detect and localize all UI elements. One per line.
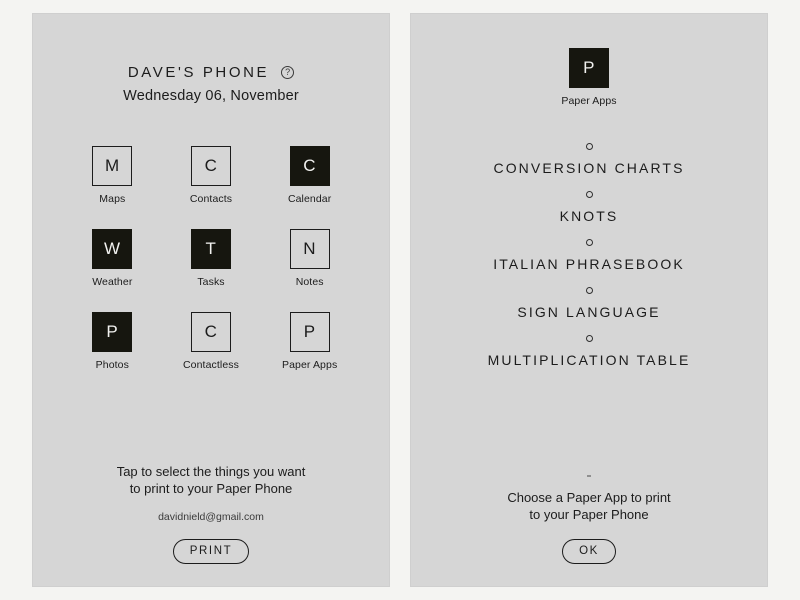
app-icon-maps[interactable]: M bbox=[92, 146, 132, 186]
app-label: Contacts bbox=[189, 193, 233, 205]
print-hint-line-2: to print to your Paper Phone bbox=[129, 481, 293, 496]
app-item-photos[interactable] bbox=[63, 312, 162, 371]
radio-circle-icon[interactable] bbox=[586, 287, 593, 294]
app-item-tasks[interactable] bbox=[162, 229, 261, 288]
app-item-maps[interactable] bbox=[63, 146, 162, 205]
app-grid bbox=[63, 146, 359, 371]
app-label: Photos bbox=[95, 359, 129, 371]
phone-header bbox=[33, 14, 389, 104]
list-item-italian-phrasebook[interactable] bbox=[411, 239, 767, 272]
right-footer bbox=[411, 475, 767, 564]
app-item-calendar[interactable] bbox=[260, 146, 359, 205]
list-item-label: CONVERSION CHARTS bbox=[493, 160, 685, 176]
app-icon-weather[interactable]: W bbox=[92, 229, 132, 269]
paper-apps-header-label: Paper Apps bbox=[561, 95, 617, 107]
app-item-notes[interactable] bbox=[260, 229, 359, 288]
question-mark-icon[interactable]: ? bbox=[281, 66, 294, 79]
print-hint bbox=[33, 463, 389, 497]
paper-apps-panel bbox=[411, 14, 767, 586]
app-icon-contactless[interactable]: C bbox=[191, 312, 231, 352]
list-item-conversion-charts[interactable] bbox=[411, 143, 767, 176]
paper-apps-header bbox=[411, 14, 767, 107]
phone-screen-panel bbox=[33, 14, 389, 586]
app-icon-photos[interactable]: P bbox=[92, 312, 132, 352]
app-item-contactless[interactable] bbox=[162, 312, 261, 371]
app-label: Weather bbox=[92, 276, 133, 288]
app-label: Notes bbox=[295, 276, 324, 288]
app-icon-paper-apps[interactable]: P bbox=[290, 312, 330, 352]
app-item-paper-apps[interactable] bbox=[260, 312, 359, 371]
app-item-weather[interactable] bbox=[63, 229, 162, 288]
list-item-sign-language[interactable] bbox=[411, 287, 767, 320]
app-icon-calendar[interactable]: C bbox=[290, 146, 330, 186]
radio-circle-icon[interactable] bbox=[586, 239, 593, 246]
app-icon-tasks[interactable]: T bbox=[191, 229, 231, 269]
radio-circle-icon[interactable] bbox=[586, 191, 593, 198]
list-item-multiplication-table[interactable] bbox=[411, 335, 767, 368]
list-item-label: SIGN LANGUAGE bbox=[517, 304, 661, 320]
choose-hint bbox=[411, 489, 767, 523]
app-icon-notes[interactable]: N bbox=[290, 229, 330, 269]
choose-hint-line-2: to your Paper Phone bbox=[529, 507, 649, 522]
list-item-knots[interactable] bbox=[411, 191, 767, 224]
choose-hint-line-1: Choose a Paper App to print bbox=[507, 490, 671, 505]
app-icon-paper-apps: P bbox=[569, 48, 609, 88]
phone-title-row bbox=[33, 64, 389, 81]
print-hint-line-1: Tap to select the things you want bbox=[116, 464, 306, 479]
app-label: Contactless bbox=[183, 359, 239, 371]
app-icon-contacts[interactable]: C bbox=[191, 146, 231, 186]
radio-circle-icon[interactable] bbox=[586, 335, 593, 342]
app-label: Tasks bbox=[197, 276, 225, 288]
left-footer bbox=[33, 463, 389, 564]
list-item-label: ITALIAN PHRASEBOOK bbox=[493, 256, 685, 272]
list-item-label: KNOTS bbox=[559, 208, 619, 224]
app-label: Paper Apps bbox=[282, 359, 338, 371]
app-label: Calendar bbox=[287, 193, 332, 205]
ok-button[interactable]: OK bbox=[562, 539, 616, 564]
app-label: Maps bbox=[99, 193, 126, 205]
paper-apps-list bbox=[411, 143, 767, 368]
app-item-contacts[interactable] bbox=[162, 146, 261, 205]
print-button[interactable]: PRINT bbox=[173, 539, 250, 564]
radio-circle-icon[interactable] bbox=[586, 143, 593, 150]
account-email: davidnield@gmail.com bbox=[158, 511, 264, 523]
separator-dash bbox=[587, 475, 591, 477]
page-title: DAVE'S PHONE bbox=[127, 64, 270, 81]
list-item-label: MULTIPLICATION TABLE bbox=[487, 352, 691, 368]
current-date: Wednesday 06, November bbox=[123, 88, 299, 104]
